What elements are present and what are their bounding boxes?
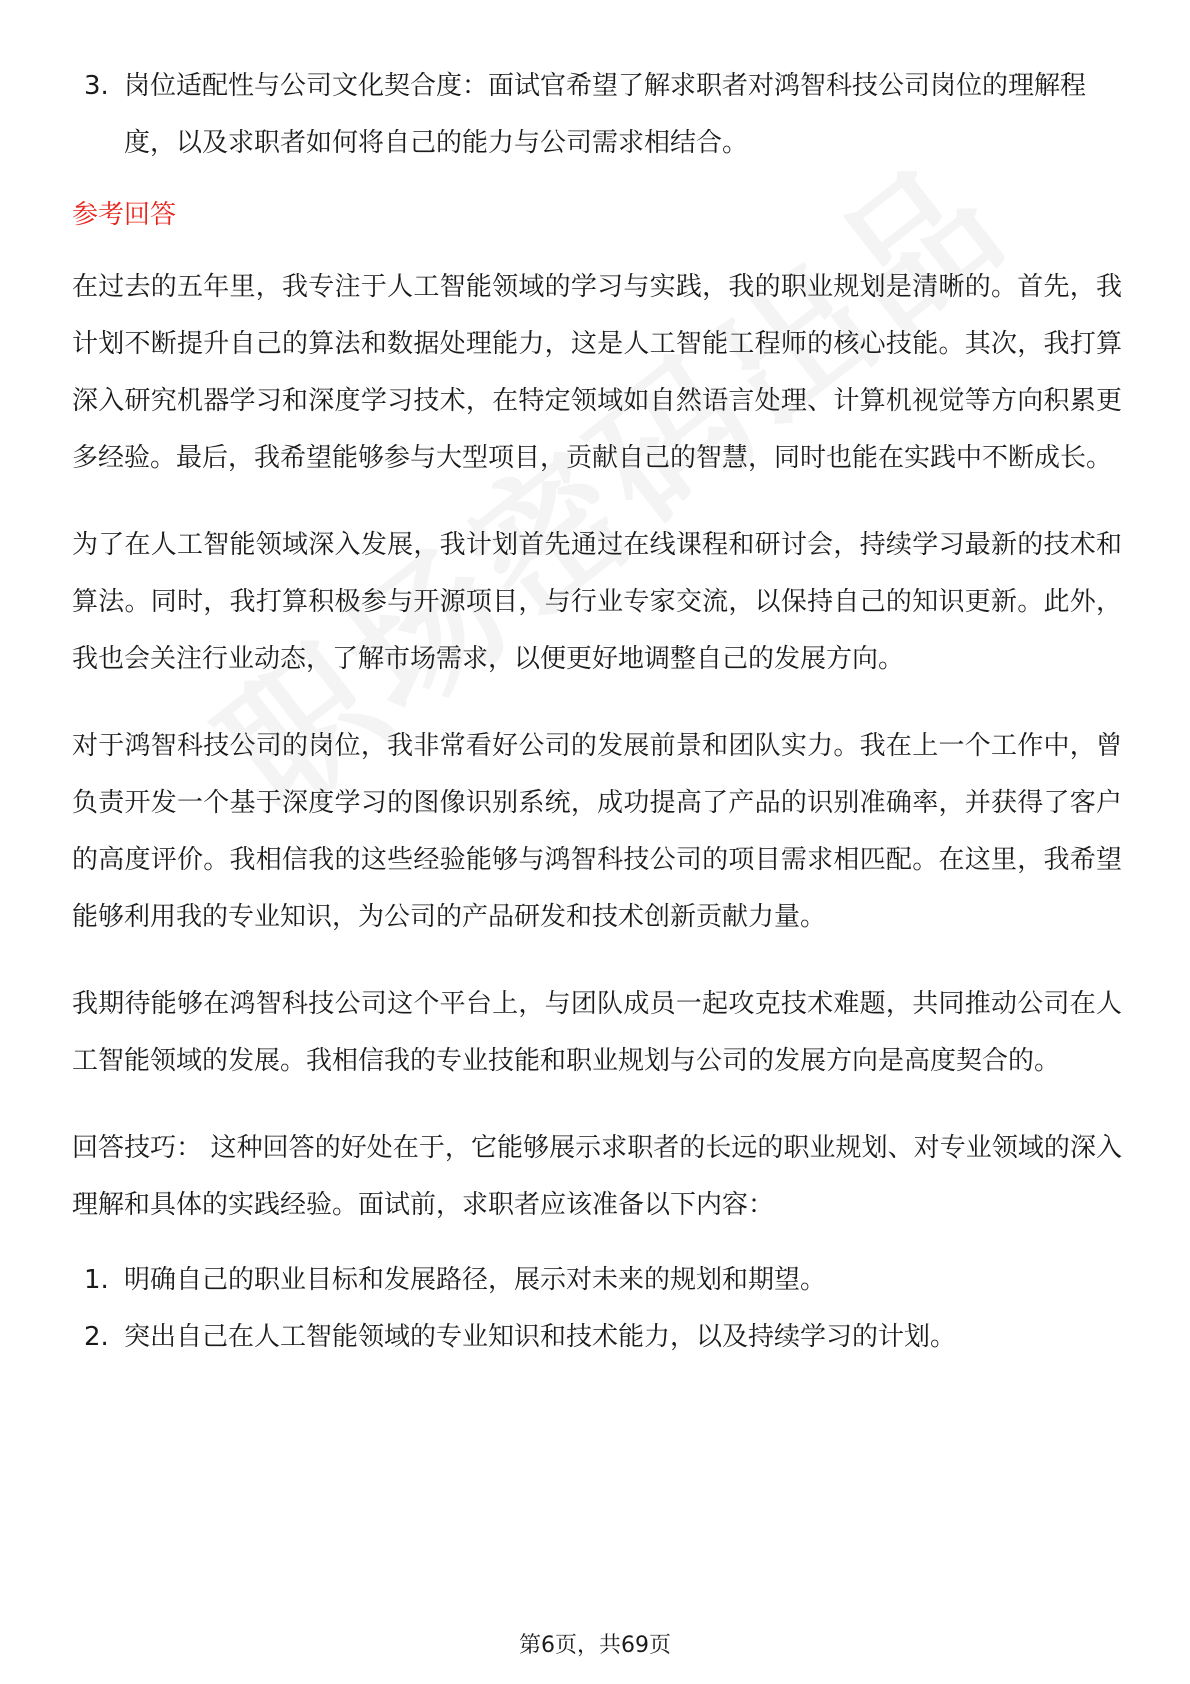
document-body — [72, 58, 1122, 1366]
list-item — [72, 58, 1122, 172]
list-item — [72, 1252, 1122, 1309]
list-item-text: 明确自己的职业目标和发展路径，展示对未来的规划和期望。 — [124, 1265, 827, 1295]
paragraph: 为了在人工智能领域深入发展，我计划首先通过在线课程和研讨会，持续学习最新的技术和算法。同时，我打算积极参与开源项目，与行业专家交流，以保持自己的知识更新。此外，我也会关注行业动态，了解市场需求，以便更好地调整自己的发展方向。 — [72, 530, 1122, 674]
list-item — [72, 1309, 1122, 1366]
list-item-number: 3. — [84, 71, 109, 101]
tips-list — [72, 1252, 1122, 1366]
page-footer: 第6页，共69页 — [519, 1633, 671, 1658]
tips-paragraph: 回答技巧： 这种回答的好处在于，它能够展示求职者的长远的职业规划、对专业领域的深入理解和具体的实践经验。面试前，求职者应该准备以下内容： — [72, 1133, 1122, 1220]
list-item-number: 2. — [84, 1322, 109, 1352]
list-item-number: 1. — [84, 1265, 109, 1295]
paragraph: 我期待能够在鸿智科技公司这个平台上，与团队成员一起攻克技术难题，共同推动公司在人工智能领域的发展。我相信我的专业技能和职业规划与公司的发展方向是高度契合的。 — [72, 989, 1122, 1076]
paragraph: 在过去的五年里，我专注于人工智能领域的学习与实践，我的职业规划是清晰的。首先，我计划不断提升自己的算法和数据处理能力，这是人工智能工程师的核心技能。其次，我打算深入研究机器学习和深度学习技术，在特定领域如自然语言处理、计算机视觉等方向积累更多经验。最后，我希望能够参与大型项目，贡献自己的智慧，同时也能在实践中不断成长。 — [72, 272, 1122, 473]
list-item-text: 突出自己在人工智能领域的专业知识和技术能力，以及持续学习的计划。 — [124, 1322, 957, 1352]
intro-list — [72, 58, 1122, 172]
paragraph: 对于鸿智科技公司的岗位，我非常看好公司的发展前景和团队实力。我在上一个工作中，曾负责开发一个基于深度学习的图像识别系统，成功提高了产品的识别准确率，并获得了客户的高度评价。我相信我的这些经验能够与鸿智科技公司的项目需求相匹配。在这里，我希望能够利用我的专业知识，为公司的产品研发和技术创新贡献力量。 — [72, 731, 1122, 932]
list-item-text: 岗位适配性与公司文化契合度：面试官希望了解求职者对鸿智科技公司岗位的理解程度，以及求职者如何将自己的能力与公司需求相结合。 — [124, 71, 1087, 158]
answer-heading: 参考回答 — [72, 200, 177, 230]
